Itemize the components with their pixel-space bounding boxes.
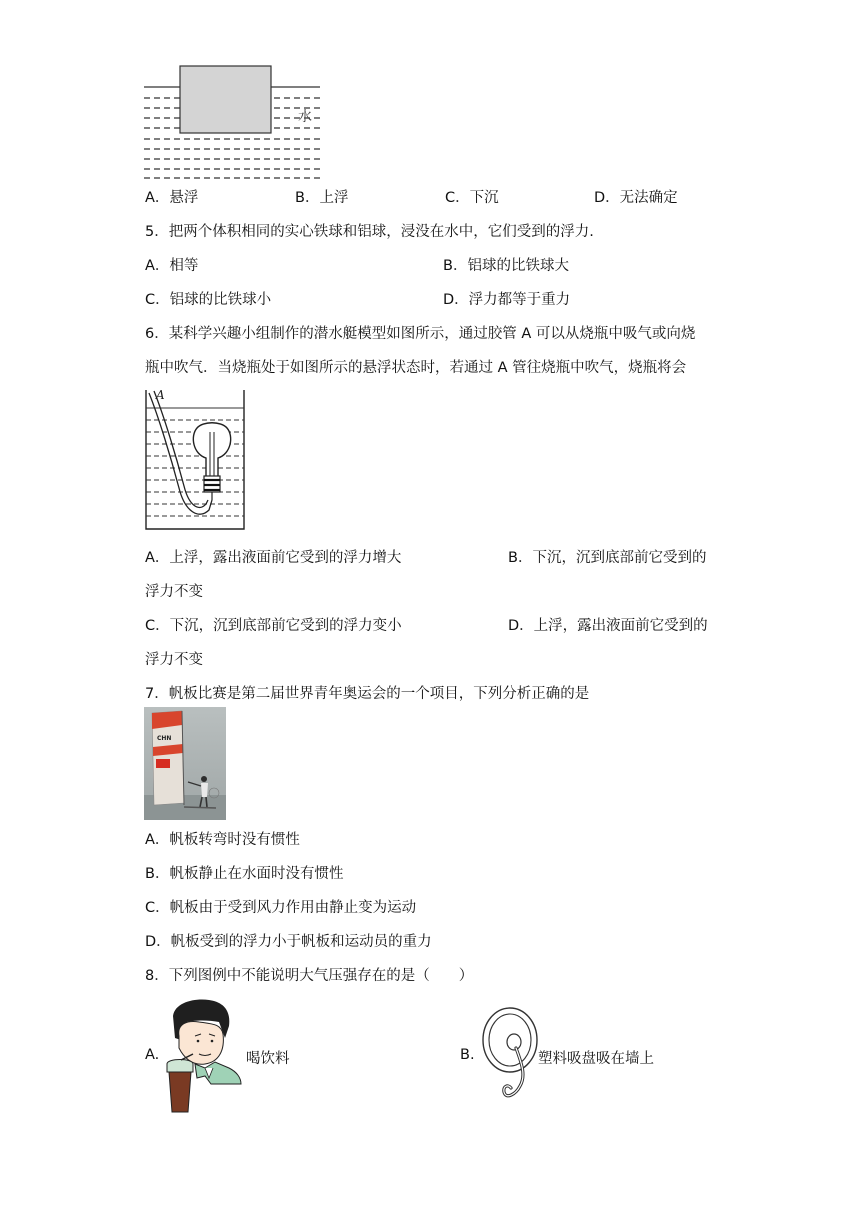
sail-text: CHN: [157, 735, 172, 742]
q7-option-c: C．帆板由于受到风力作用由静止变为运动: [145, 900, 417, 916]
q4-option-b: B．上浮: [295, 190, 349, 206]
q8-option-a-letter: A.: [145, 1047, 160, 1063]
q5-option-a: A．相等: [145, 258, 199, 274]
q6-option-b-line2: 浮力不变: [145, 584, 203, 600]
flask: [193, 423, 230, 478]
q6-stem-line1: 6．某科学兴趣小组制作的潜水艇模型如图所示，通过胶管 A 可以从烧瓶中吸气或向烧: [145, 326, 696, 342]
floating-block-figure: [140, 60, 325, 182]
block: [180, 66, 271, 133]
q4-option-a: A．悬浮: [145, 190, 199, 206]
q5-option-d: D．浮力都等于重力: [443, 292, 571, 308]
q8-option-a-caption: 喝饮料: [246, 1051, 290, 1067]
q6-option-c: C．下沉，沉到底部前它受到的浮力变小: [145, 618, 402, 634]
q6-option-d-line2: 浮力不变: [145, 652, 203, 668]
windsurfing-photo: [144, 707, 226, 820]
submarine-model-figure: [143, 388, 248, 532]
q8-option-b-caption: 塑料吸盘吸在墙上: [538, 1051, 654, 1067]
q5-stem: 5．把两个体积相同的实心铁球和铝球，浸没在水中，它们受到的浮力.: [145, 224, 594, 240]
tube-label-a: A: [156, 388, 165, 402]
q7-option-b: B．帆板静止在水面时没有惯性: [145, 866, 344, 882]
q6-stem-line2: 瓶中吹气．当烧瓶处于如图所示的悬浮状态时，若通过 A 管往烧瓶中吹气，烧瓶将会: [145, 360, 687, 376]
q5-option-c: C．铝球的比铁球小: [145, 292, 272, 308]
q4-option-d: D．无法确定: [594, 190, 678, 206]
q6-option-a: A．上浮，露出液面前它受到的浮力增大: [145, 550, 402, 566]
q4-option-c: C．下沉: [445, 190, 499, 206]
q5-option-b: B．铝球的比铁球大: [443, 258, 569, 274]
drinking-boy-figure: [165, 998, 243, 1114]
sail-flag: [156, 759, 170, 768]
q7-option-d: D．帆板受到的浮力小于帆板和运动员的重力: [145, 934, 432, 950]
q6-option-b-line1: B．下沉，沉到底部前它受到的: [508, 550, 707, 566]
water-label: 水: [298, 109, 312, 125]
q7-option-a: A．帆板转弯时没有惯性: [145, 832, 300, 848]
q8-option-b-letter: B.: [460, 1047, 475, 1063]
q8-stem: 8．下列图例中不能说明大气压强存在的是（ ）: [145, 968, 474, 984]
q6-option-d-line1: D．上浮，露出液面前它受到的: [508, 618, 708, 634]
q7-stem: 7．帆板比赛是第二届世界青年奥运会的一个项目，下列分析正确的是: [145, 686, 590, 702]
